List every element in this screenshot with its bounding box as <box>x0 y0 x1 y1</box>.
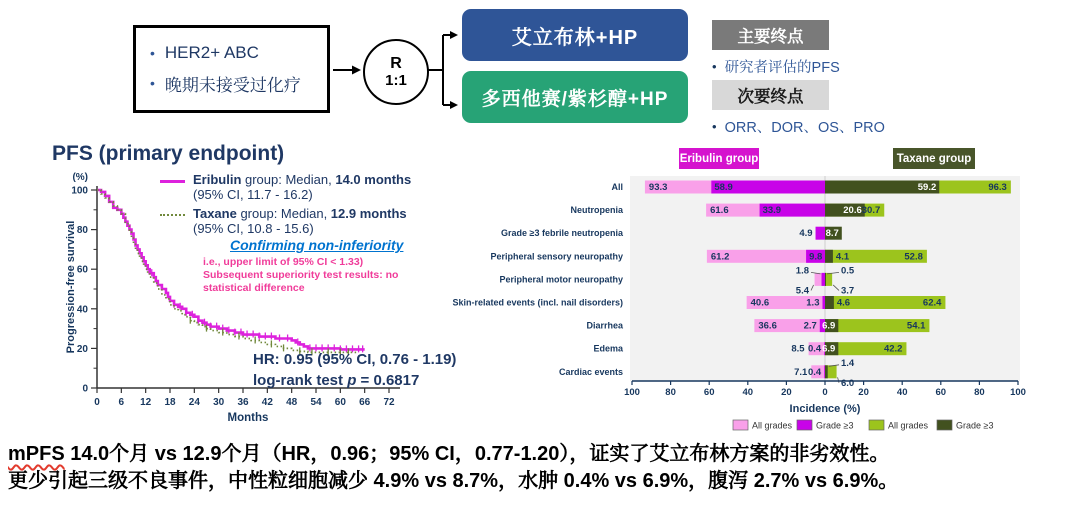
y-tick-label: 80 <box>76 225 88 237</box>
legend-label: Grade ≥3 <box>956 420 994 431</box>
x-tick-label: 0 <box>94 397 100 408</box>
legend-label: All grades <box>752 420 793 431</box>
value-label: 3.7 <box>841 285 855 297</box>
x-tick-label: 20 <box>858 387 869 398</box>
y-axis-title: Progression-free survival <box>65 220 77 354</box>
value-label: 6.9 <box>822 320 836 332</box>
value-label: 96.3 <box>988 182 1007 193</box>
km-title: PFS (primary endpoint) <box>52 142 285 165</box>
secondary-endpoint-header: 次要终点 <box>712 80 829 110</box>
value-label: 6.9 <box>822 343 836 355</box>
value-label: 0.4 <box>808 366 822 378</box>
row-label: Skin-related events (incl. nail disorders) <box>452 297 623 308</box>
bullet-icon: • <box>712 59 717 74</box>
km-taxane-ci: (95% CI, 10.8 - 15.6) <box>193 221 314 236</box>
bar-taxane-g3 <box>825 250 833 263</box>
ae-tornado-chart <box>445 145 1075 440</box>
value-label: 61.6 <box>710 205 729 217</box>
arrowhead-icon <box>450 101 458 109</box>
randomization-circle <box>363 39 429 105</box>
x-tick-label: 100 <box>1010 387 1026 398</box>
x-tick-label: 30 <box>213 397 225 408</box>
row-label: Peripheral sensory neuropathy <box>490 251 623 262</box>
bullet-icon: • <box>150 44 155 61</box>
tornado-row <box>611 181 1010 194</box>
tornado-row <box>570 204 884 217</box>
legend-label: Grade ≥3 <box>816 420 854 431</box>
km-note-line1: i.e., upper limit of 95% CI < 1.33) <box>203 256 364 268</box>
x-tick-label: 40 <box>742 387 754 398</box>
y-tick-label: 60 <box>76 264 88 276</box>
bar-taxane-g3 <box>825 273 826 286</box>
value-label: 7.1 <box>794 366 808 378</box>
x-tick-label: 12 <box>140 397 152 408</box>
arrowhead-icon <box>450 31 458 39</box>
primary-endpoint-label: 研究者评估的PFS <box>724 60 840 76</box>
x-tick-label: 66 <box>359 397 371 408</box>
value-label: 4.9 <box>799 228 813 240</box>
bar-taxane-all <box>825 273 832 286</box>
value-label: 40.6 <box>750 297 770 309</box>
value-label: 1.4 <box>841 357 855 369</box>
value-label: 59.2 <box>917 182 937 193</box>
row-label: All <box>611 182 623 192</box>
x-tick-label: 0 <box>822 387 828 398</box>
x-axis-title: Months <box>227 412 269 424</box>
x-tick-label: 42 <box>261 397 273 408</box>
x-tick-label: 6 <box>118 397 125 408</box>
value-label: 1.3 <box>806 297 820 309</box>
km-legend-taxane <box>160 206 407 236</box>
row-label: Edema <box>593 343 623 354</box>
taxane-group-header: Taxane group <box>893 148 975 169</box>
value-label: 4.6 <box>836 297 851 309</box>
eligibility-item <box>150 43 327 63</box>
x-tick-label: 60 <box>935 387 947 398</box>
x-tick-label: 24 <box>188 397 200 408</box>
x-tick-label: 48 <box>286 397 298 408</box>
randomization-r: R <box>390 54 402 72</box>
value-label: 0.5 <box>841 265 855 277</box>
value-label: 1.8 <box>795 265 809 277</box>
row-label: Peripheral motor neuropathy <box>499 274 623 285</box>
eribulin-group-header: Eribulin group <box>679 148 759 169</box>
value-label: 36.6 <box>758 320 777 332</box>
row-label: Neutropenia <box>570 205 623 216</box>
tornado-row <box>490 250 926 263</box>
taxane-line-icon <box>160 214 185 216</box>
value-label: 8.5 <box>791 343 805 355</box>
legend-swatch <box>869 420 884 430</box>
bullet-icon: • <box>712 119 717 134</box>
y-tick-label: 20 <box>76 343 88 355</box>
y-tick-label: 0 <box>82 383 88 395</box>
km-superiority-note <box>203 256 448 295</box>
x-tick-label: 60 <box>334 397 346 408</box>
bar-eribulin-g3 <box>824 365 825 378</box>
value-label: 0.4 <box>808 343 822 355</box>
primary-endpoint-header: 主要终点 <box>712 20 829 50</box>
value-label: 9.8 <box>809 251 823 263</box>
secondary-endpoint-label: ORR、DOR、OS、PRO <box>724 120 885 136</box>
secondary-endpoint-item <box>712 116 885 137</box>
value-label: 62.4 <box>922 297 942 309</box>
km-eribulin-ci: (95% CI, 11.7 - 16.2) <box>193 187 313 202</box>
arrowhead-icon <box>352 66 361 75</box>
legend-label: All grades <box>888 420 929 431</box>
eligibility-item <box>150 71 327 96</box>
bar-eribulin-g3 <box>816 227 825 240</box>
primary-endpoint-item <box>712 56 840 77</box>
y-tick-label: 40 <box>76 304 88 316</box>
eribulin-line-icon <box>160 180 185 183</box>
row-label: Diarrhea <box>586 320 623 331</box>
value-label: 2.7 <box>803 320 817 332</box>
row-label: Grade ≥3 febrile neutropenia <box>501 228 623 239</box>
x-tick-label: 60 <box>703 387 715 398</box>
value-label: 52.8 <box>904 251 923 263</box>
eligibility-box <box>133 25 330 113</box>
value-label: 8.7 <box>825 228 839 240</box>
x-tick-label: 36 <box>237 397 249 408</box>
value-label: 6.0 <box>841 377 855 389</box>
value-label: 61.2 <box>710 251 730 263</box>
x-tick-label: 80 <box>974 387 985 398</box>
value-label: 4.1 <box>835 251 850 263</box>
x-tick-label: 18 <box>164 397 176 408</box>
summary-text <box>8 441 1074 494</box>
summary-line2: 更少引起三级不良事件，中性粒细胞减少 4.9% vs 8.7%，水肿 0.4% vs 6.9%，腹泻 2.7% vs 6.9%。 <box>8 469 899 492</box>
bar-taxane-g3 <box>825 296 834 309</box>
x-tick-label: 54 <box>310 397 322 408</box>
eligibility-item-label: 晚期未接受过化疗 <box>164 75 301 95</box>
bar-eribulin-g3 <box>822 296 825 309</box>
value-label: 93.3 <box>648 182 668 193</box>
km-noninferiority-note: Confirming non-inferiority <box>230 237 404 253</box>
x-tick-label: 40 <box>896 387 908 398</box>
value-label: 42.2 <box>883 343 903 355</box>
x-axis-title: Incidence (%) <box>789 403 861 415</box>
randomization-ratio: 1:1 <box>385 71 407 89</box>
km-note-line2: Subsequent superiority test results: no statistical difference <box>203 269 399 295</box>
x-tick-label: 72 <box>383 397 395 408</box>
km-hr-annotation: HR: 0.95 (95% CI, 0.76 - 1.19) log-rank test p = 0.6817 <box>253 351 457 389</box>
value-label: 5.4 <box>795 285 809 297</box>
y-unit-label: (%) <box>72 172 88 183</box>
arm-eribulin: 艾立布林+HP <box>462 9 688 61</box>
arm-taxane: 多西他赛/紫杉醇+HP <box>462 71 688 123</box>
bar-taxane-g3 <box>825 365 828 378</box>
km-legend-taxane-text: Taxane group: Median, 12.9 months (95% CI, 10.8 - 15.6) <box>193 206 407 236</box>
value-label: 20.6 <box>843 205 862 217</box>
x-tick-label: 20 <box>781 387 792 398</box>
x-tick-label: 100 <box>624 387 640 398</box>
value-label: 54.1 <box>906 320 926 332</box>
legend-swatch <box>733 420 748 430</box>
value-label: 58.9 <box>714 182 733 193</box>
bar-eribulin-g3 <box>822 273 825 286</box>
y-tick-label: 100 <box>71 185 88 197</box>
x-tick-label: 80 <box>665 387 676 398</box>
row-label: Cardiac events <box>558 366 623 377</box>
km-legend-eribulin <box>160 172 411 202</box>
summary-line1: mPFS 14.0个月 vs 12.9个月（HR，0.96；95% CI，0.77-1.20），证实了艾立布林方案的非劣效性。 <box>8 443 890 465</box>
legend-swatch <box>797 420 812 430</box>
value-label: 30.7 <box>861 205 881 217</box>
bullet-icon: • <box>150 75 155 91</box>
legend-swatch <box>937 420 952 430</box>
value-label: 33.9 <box>762 205 782 217</box>
km-legend-eribulin-text: Eribulin group: Median, 14.0 months (95% CI, 11.7 - 16.2) <box>193 172 412 202</box>
eligibility-item-label: HER2+ ABC <box>164 42 259 62</box>
